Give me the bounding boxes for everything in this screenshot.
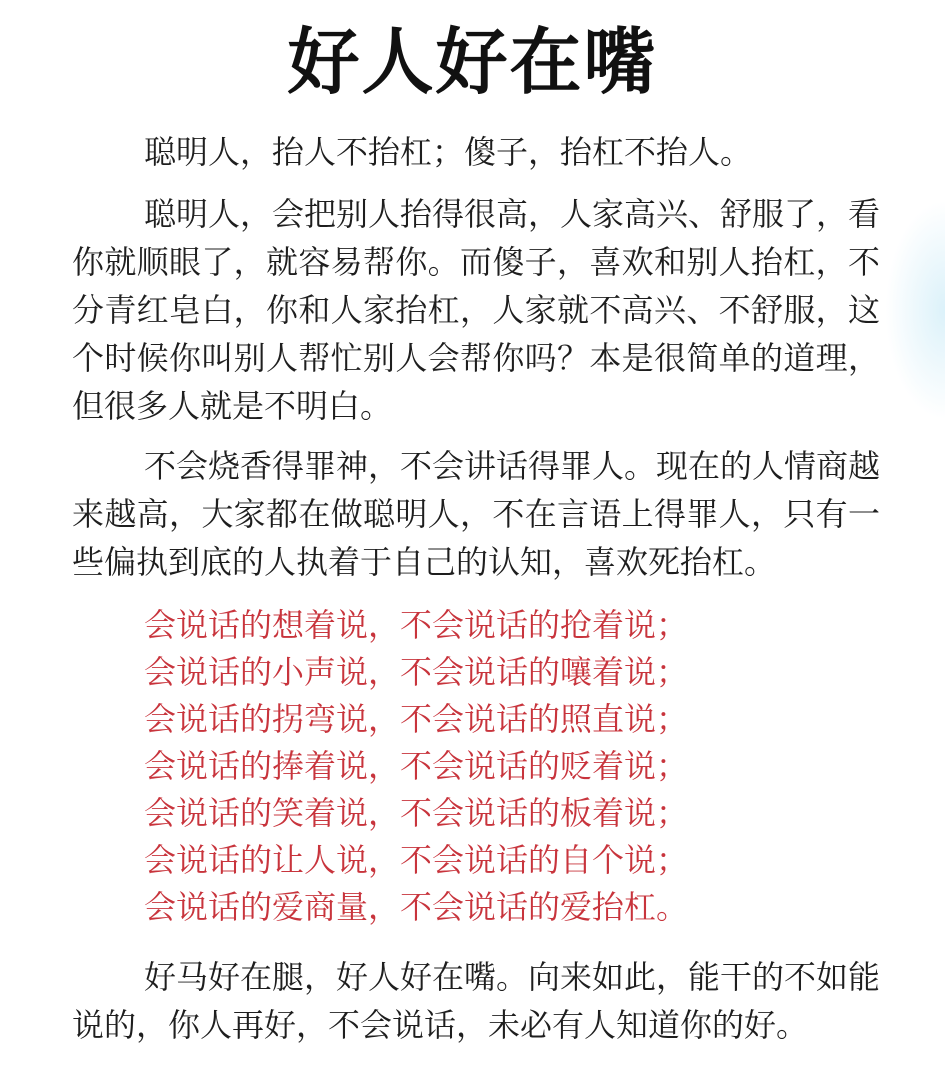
verse-line: 会说话的拐弯说，不会说话的照直说； [144,700,689,738]
red-verse-list [72,602,880,931]
verse-line: 会说话的想着说，不会说话的抢着说； [144,606,689,644]
article-title: 好人好在嘴 [287,20,658,104]
paragraph-closing: 好马好在腿，好人好在嘴。向来如此，能干的不如能说的，你人再好，不会说话，未必有人知道你的好。 [72,958,881,1044]
background-glow [885,200,945,420]
paragraph-intro: 聪明人，抬人不抬杠；傻子，抬杠不抬人。 [144,133,753,171]
verse-line: 会说话的小声说，不会说话的嚷着说； [144,653,689,691]
verse-line: 会说话的爱商量，不会说话的爱抬杠。 [144,888,689,926]
article-body [72,128,880,1061]
verse-line: 会说话的笑着说，不会说话的板着说； [144,794,689,832]
paragraph-smart-vs-fool: 聪明人，会把别人抬得很高，人家高兴、舒服了，看你就顺眼了，就容易帮你。而傻子，喜欢和别人抬杠，不分青红皂白，你和人家抬杠，人家就不高兴、不舒服，这个时候你叫别人帮忙别人会帮你吗？本是很简单的道理，但很多人就是不明白。 [72,195,881,425]
verse-line: 会说话的捧着说，不会说话的贬着说； [144,747,689,785]
paragraph-eq: 不会烧香得罪神，不会讲话得罪人。现在的人情商越来越高，大家都在做聪明人，不在言语上得罪人，只有一些偏执到底的人执着于自己的认知，喜欢死抬杠。 [72,447,881,581]
verse-line: 会说话的让人说，不会说话的自个说； [144,841,689,879]
